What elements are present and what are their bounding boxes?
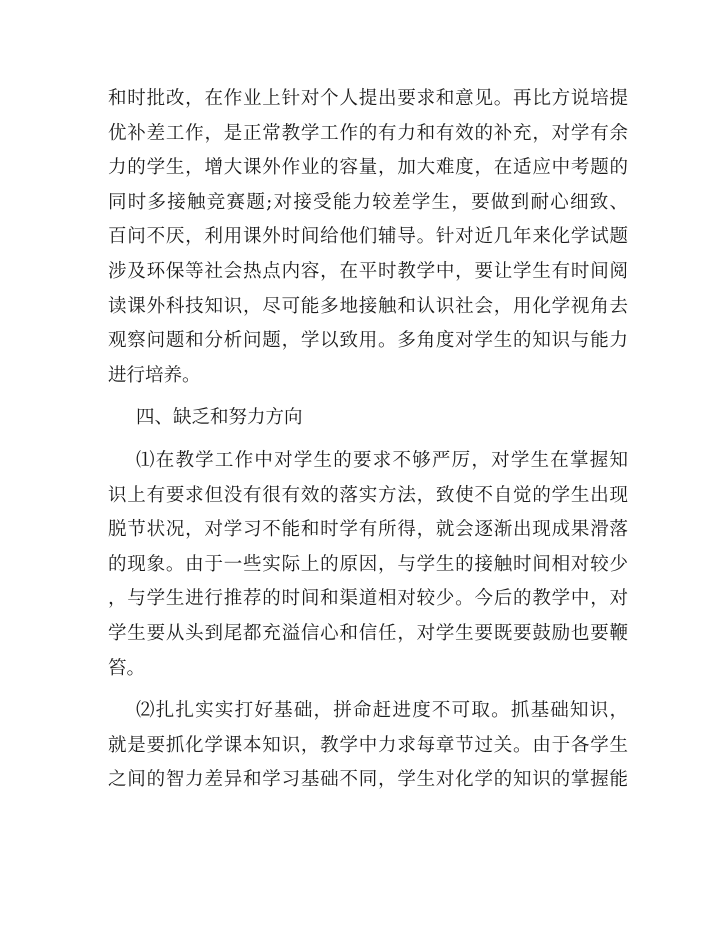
text-line: 的现象。由于一些实际上的原因，与学生的接触时间相对较少 (108, 553, 628, 575)
text-line: 之间的智力差异和学习基础不同，学生对化学的知识的掌握能 (108, 769, 628, 791)
text-line: 读课外科技知识，尽可能多地接触和认识社会，用化学视角去 (108, 295, 628, 317)
text-line: 观察问题和分析问题，学以致用。多角度对学生的知识与能力 (108, 330, 628, 352)
text-line: 识上有要求但没有很有效的落实方法，致使不自觉的学生出现 (108, 484, 628, 506)
text-line: 进行培养。 (108, 364, 201, 386)
text-line: 就是要抓化学课本知识，教学中力求每章节过关。由于各学生 (108, 734, 628, 756)
text-line: 学生要从头到尾都充溢信心和信任，对学生要既要鼓励也要鞭 (108, 622, 628, 644)
text-line: ，与学生进行推荐的时间和渠道相对较少。今后的教学中，对 (108, 588, 628, 610)
text-line: ⑴在教学工作中对学生的要求不够严厉，对学生在掌握知 (136, 449, 628, 471)
text-line: 力的学生，增大课外作业的容量，加大难度，在适应中考题的 (108, 157, 628, 179)
text-line: ⑵扎扎实实打好基础，拼命赶进度不可取。抓基础知识， (136, 700, 628, 722)
document-page (108, 82, 628, 798)
section-heading-text: 四、缺乏和努力方向 (136, 407, 303, 429)
section-heading (108, 401, 628, 436)
paragraph-item-1 (108, 444, 628, 686)
text-line: 百问不厌，利用课外时间给他们辅导。针对近几年来化学试题 (108, 226, 628, 248)
text-line: 同时多接触竞赛题;对接受能力较差学生，要做到耐心细致、 (108, 191, 628, 213)
paragraph-item-2 (108, 694, 628, 798)
text-line: 涉及环保等社会热点内容，在平时教学中，要让学生有时间阅 (108, 260, 628, 282)
text-line: 脱节状况，对学习不能和时学有所得，就会逐渐出现成果滑落 (108, 519, 628, 541)
text-line: 和时批改，在作业上针对个人提出要求和意见。再比方说培提 (108, 88, 628, 109)
paragraph-continuation (108, 82, 628, 393)
text-line: 笞。 (108, 657, 146, 679)
text-line: 优补差工作，是正常教学工作的有力和有效的补充，对学有余 (108, 122, 628, 144)
